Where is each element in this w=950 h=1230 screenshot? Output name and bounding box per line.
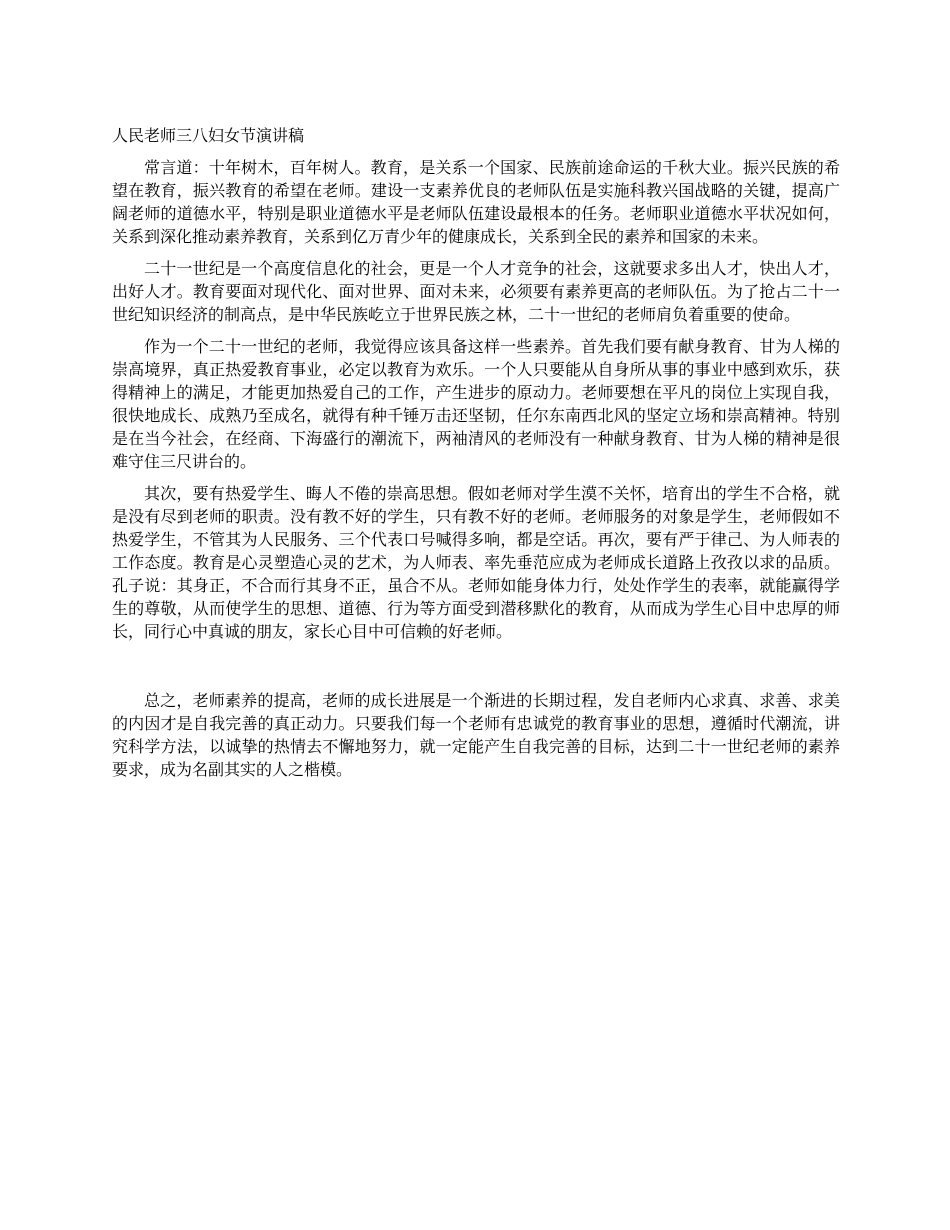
- paragraph-2: 二十一世纪是一个高度信息化的社会，更是一个人才竞争的社会，这就要求多出人才，快出人才，出好人才。教育要面对现代化、面对世界、面对未来，必须要有素养更高的老师队伍。为了抢占二十一世纪知识经济的制高点，是中华民族屹立于世界民族之林，二十一世纪的老师肩负着重要的使命。: [112, 259, 840, 324]
- blank-line: [112, 652, 840, 689]
- document-title: 人民老师三八妇女节演讲稿: [112, 126, 305, 145]
- paragraph-3: 作为一个二十一世纪的老师，我觉得应该具备这样一些素养。首先我们要有献身教育、甘为人梯的崇高境界，真正热爱教育事业，必定以教育为欢乐。一个人只要能从自身所从事的事业中感到欢乐，获得精神上的满足，才能更加热爱自己的工作，产生进步的原动力。老师要想在平凡的岗位上实现自我，很快地成长、成熟乃至成名，就得有种千锤万击还坚韧，任尔东南西北风的坚定立场和崇高精神。特别是在当今社会，在经商、下海盛行的潮流下，两袖清风的老师没有一种献身教育、甘为人梯的精神是很难守住三尺讲台的。: [112, 337, 840, 471]
- document-page: [112, 124, 840, 790]
- paragraph-5: 总之，老师素养的提高，老师的成长进展是一个渐进的长期过程，发自老师内心求真、求善、求美的内因才是自我完善的真正动力。只要我们每一个老师有忠诚党的教育事业的思想，遵循时代潮流，讲究科学方法，以诚挚的热情去不懈地努力，就一定能产生自我完善的目标，达到二十一世纪老师的素养要求，成为名副其实的人之楷模。: [112, 691, 840, 779]
- paragraph-1: 常言道：十年树木，百年树人。教育，是关系一个国家、民族前途命运的千秋大业。振兴民族的希望在教育，振兴教育的希望在老师。建设一支素养优良的老师队伍是实施科教兴国战略的关键，提高广阔老师的道德水平，特别是职业道德水平是老师队伍建设最根本的任务。老师职业道德水平状况如何，关系到深化推动素养教育，关系到亿万青少年的健康成长，关系到全民的素养和国家的未来。: [112, 158, 840, 246]
- paragraph-4: 其次，要有热爱学生、晦人不倦的崇高思想。假如老师对学生漠不关怀，培育出的学生不合格，就是没有尽到老师的职责。没有教不好的学生，只有教不好的老师。老师服务的对象是学生，老师假如不热爱学生，不管其为人民服务、三个代表口号喊得多响，都是空话。再次，要有严于律己、为人师表的工作态度。教育是心灵塑造心灵的艺术，为人师表、率先垂范应成为老师成长道路上孜孜以求的品质。孔子说：其身正，不合而行其身不正，虽合不从。老师如能身体力行，处处作学生的表率，就能赢得学生的尊敬，从而使学生的思想、道德、行为等方面受到潜移默化的教育，从而成为学生心目中忠厚的师长，同行心中真诚的朋友，家长心目中可信赖的好老师。: [112, 484, 840, 641]
